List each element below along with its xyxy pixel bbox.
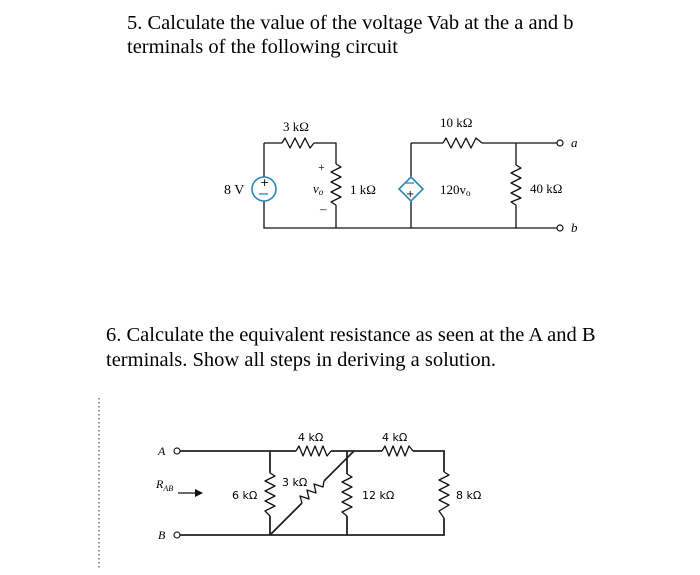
label-12k: 12 kΩ [362,489,395,502]
circuit-1 [224,115,578,235]
label-4k-left: 4 kΩ [298,431,324,444]
terminal-a [557,140,563,146]
vo-label: vo [313,181,324,197]
source-label: 8 V [224,183,245,198]
resistor-8k [439,472,449,518]
wire [264,201,516,228]
question-6-line-1: 6. Calculate the equivalent resistance as seen at the A and B [106,324,596,346]
terminal-A-label: A [158,444,166,458]
dep-source-plus-sign: + [406,189,415,200]
label-1k: 1 kΩ [350,182,376,197]
terminal-b-label: b [571,220,578,235]
wire [180,518,444,535]
label-8k: 8 kΩ [456,489,482,502]
terminal-a-label: a [571,135,578,150]
resistor-1k [331,164,341,205]
resistor-40k [511,165,521,205]
label-4k-right: 4 kΩ [382,431,408,444]
resistor-6k [265,473,275,516]
terminal-B [174,532,180,538]
question-5-line-1: 5. Calculate the value of the voltage Vab at the a and b [127,12,574,34]
dep-source-label: 120vo [440,182,471,198]
label-6k: 6 kΩ [232,489,258,502]
label-3k: 3 kΩ [282,476,308,489]
resistor-12k [342,474,352,516]
vo-plus-label: + [318,160,325,174]
terminal-A [174,448,180,454]
wire [516,205,557,228]
label-10k: 10 kΩ [440,115,473,130]
resistor-10k [443,138,482,148]
question-6-line-2: terminals. Show all steps in deriving a solution. [106,349,497,371]
terminal-B-label: B [158,528,166,542]
circuit-2 [155,431,481,542]
vo-minus-label: – [320,201,327,216]
resistor-3k [282,138,314,148]
rab-label: $R_{AB}$ [156,477,174,493]
resistor-4k-left [296,446,331,456]
resistor-4k-right [382,446,413,456]
wire [413,451,444,472]
question-5-line-2: terminals of the following circuit [127,36,398,58]
label-3k: 3 kΩ [283,119,309,134]
terminal-b [557,225,563,231]
label-40k: 40 kΩ [530,181,563,196]
wire [270,503,302,535]
wire [324,451,354,481]
source-plus-sign: + [260,176,270,189]
rab-arrowhead [195,489,203,497]
